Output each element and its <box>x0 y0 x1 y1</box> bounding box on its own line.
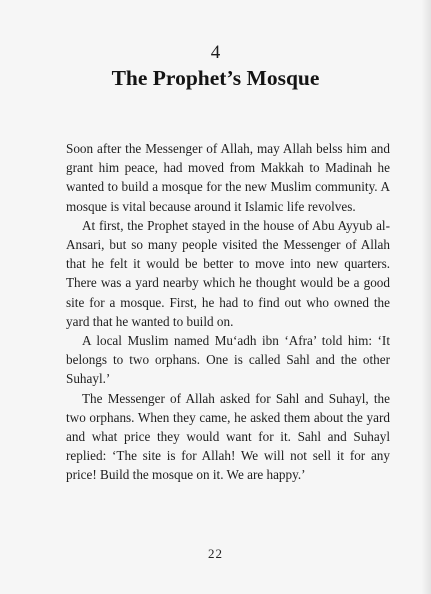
paragraph-2: At first, the Prophet stayed in the house of Abu Ayyub al-Ansari, but so many people visited the Messenger of Allah that he felt it would be better to move into new quarters. There was a yard nearby which he thought would be a good site for a mosque. First, he had to find out who owned the yard that he wanted to build on. <box>66 217 390 329</box>
paragraph-3: A local Muslim named Mu‘adh ibn ‘Afra’ told him: ‘It belongs to two orphans. One is called Sahl and the other Suhayl.’ <box>66 333 390 387</box>
paragraph-1: Soon after the Messenger of Allah, may Allah belss him and grant him peace, had moved from Makkah to Madinah he wanted to build a mosque for the new Muslim community. A mosque is vital because around it Islamic life revolves. <box>66 141 390 214</box>
page-number: 22 <box>208 546 223 561</box>
chapter-title: The Prophet’s Mosque <box>111 66 320 90</box>
paragraph-4: The Messenger of Allah asked for Sahl and Suhayl, the two orphans. When they came, he asked them about the yard and what price they would want for it. Sahl and Suhayl replied: ‘The site is for Allah! We will not sell it for any price! Build the mosque on it. We are happy.’ <box>66 390 390 483</box>
chapter-number: 4 <box>210 42 221 63</box>
chapter-body <box>66 139 390 485</box>
